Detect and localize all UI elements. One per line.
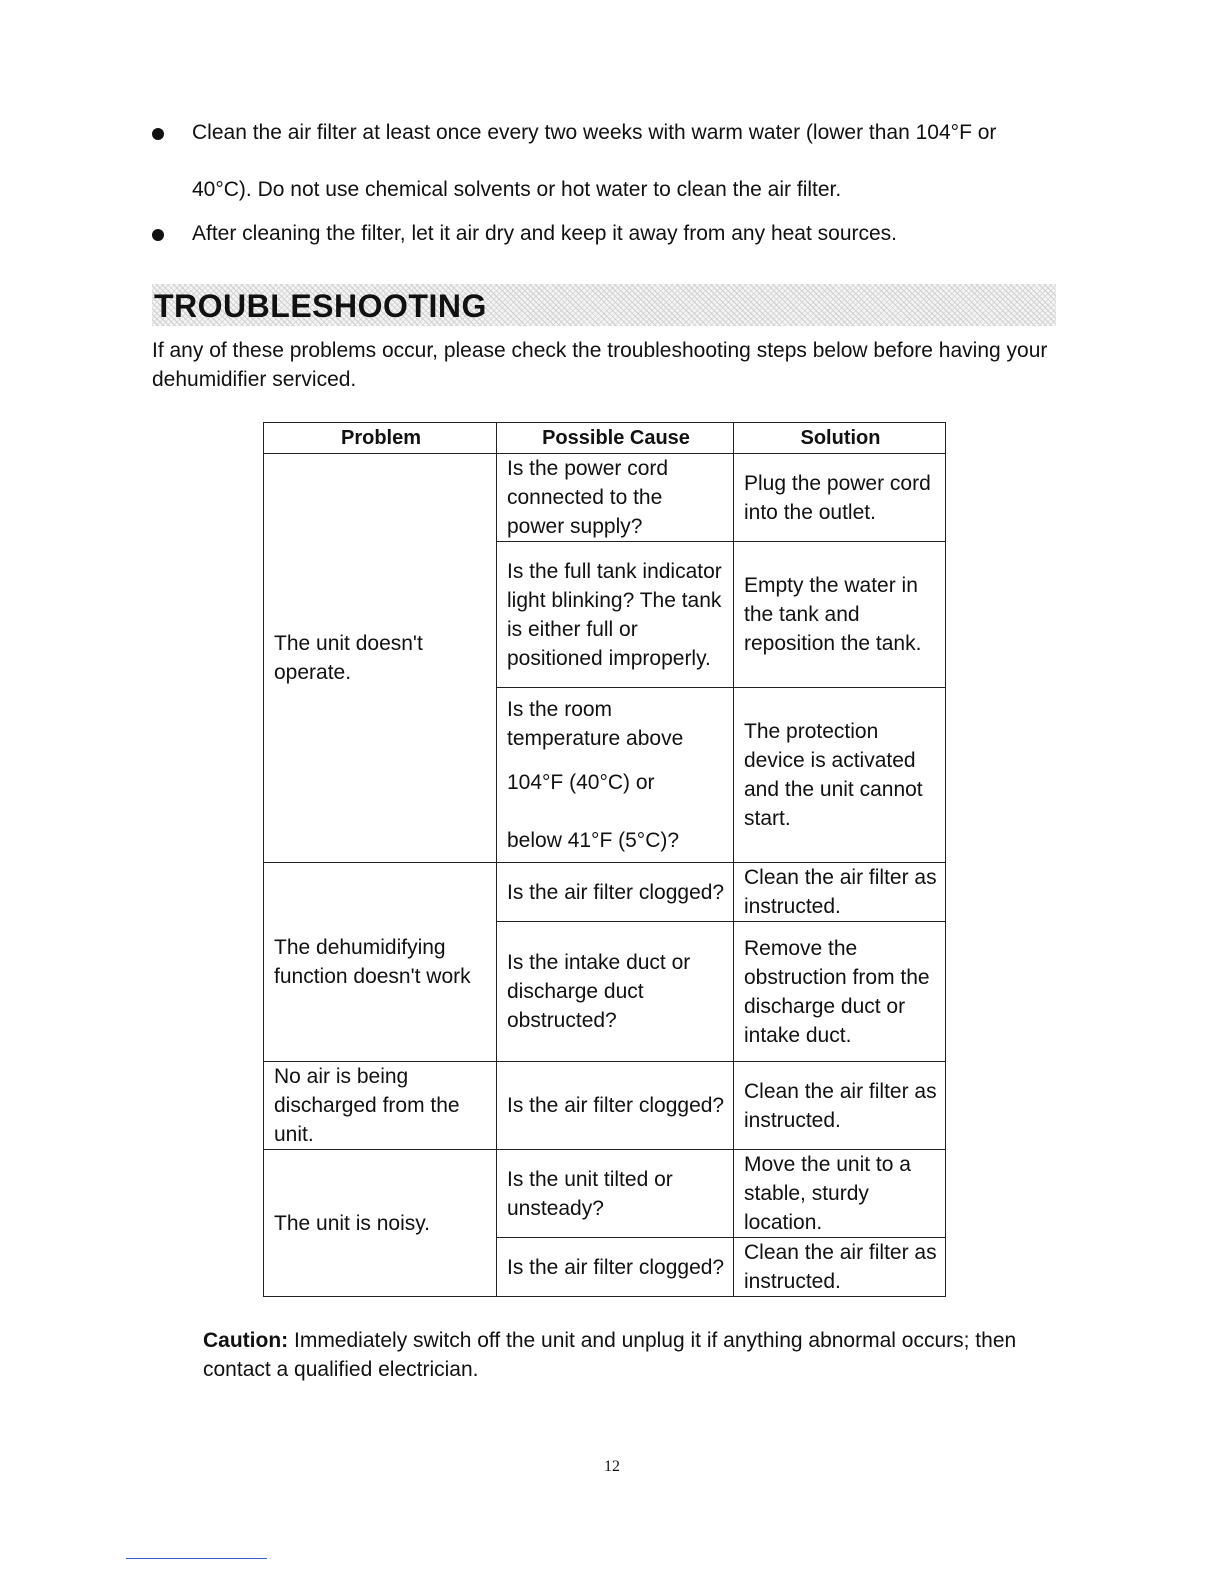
cause-line: Is the room temperature above	[507, 698, 684, 750]
table-header-row	[264, 423, 946, 454]
bullet-dot-icon	[152, 128, 164, 140]
solution-cell: The protection device is activated and the unit cannot start.	[734, 688, 946, 863]
section-title: TROUBLESHOOTING	[154, 288, 487, 324]
problem-cell: The dehumidifying function doesn't work	[264, 863, 497, 1062]
cause-cell: Is the air filter clogged?	[497, 1062, 734, 1150]
solution-cell: Empty the water in the tank and reposition the tank.	[734, 542, 946, 688]
solution-cell: Move the unit to a stable, sturdy location.	[734, 1150, 946, 1238]
table-row	[264, 1062, 946, 1150]
intro-paragraph: If any of these problems occur, please check the troubleshooting steps below before having your dehumidifier serviced.	[152, 339, 1048, 391]
problem-cell: The unit is noisy.	[264, 1150, 497, 1297]
header-problem: Problem	[264, 423, 497, 454]
cause-cell: Is the intake duct or discharge duct obstructed?	[497, 922, 734, 1062]
cause-cell: Is the power cord connected to the power supply?	[497, 454, 734, 542]
troubleshooting-table	[263, 422, 946, 1297]
caution-text: Immediately switch off the unit and unplug it if anything abnormal occurs; then contact a qualified electrician.	[203, 1329, 1017, 1381]
cause-line: 104°F (40°C) or	[507, 771, 655, 794]
bullet-text-line2: 40°C). Do not use chemical solvents or hot water to clean the air filter.	[192, 178, 842, 202]
bullet-dot-icon	[152, 229, 164, 241]
section-header	[152, 284, 1056, 326]
solution-cell: Clean the air filter as instructed.	[734, 863, 946, 922]
solution-cell: Clean the air filter as instructed.	[734, 1062, 946, 1150]
header-cause: Possible Cause	[497, 423, 734, 454]
cause-cell	[497, 688, 734, 863]
solution-cell: Remove the obstruction from the discharge duct or intake duct.	[734, 922, 946, 1062]
table-row	[264, 863, 946, 922]
solution-cell: Plug the power cord into the outlet.	[734, 454, 946, 542]
table-row	[264, 454, 946, 542]
cause-cell: Is the unit tilted or unsteady?	[497, 1150, 734, 1238]
caution-note	[203, 1326, 1083, 1384]
problem-cell: No air is being discharged from the unit.	[264, 1062, 497, 1150]
cause-cell: Is the full tank indicator light blinking? The tank is either full or positioned improperly.	[497, 542, 734, 688]
caution-label: Caution:	[203, 1329, 289, 1352]
page-number: 12	[604, 1458, 620, 1475]
footer-rule	[126, 1558, 267, 1559]
solution-cell: Clean the air filter as instructed.	[734, 1238, 946, 1297]
bullet-item-1	[152, 120, 1072, 202]
cause-line: below 41°F (5°C)?	[507, 829, 680, 852]
bullet-text-line1: Clean the air filter at least once every two weeks with warm water (lower than 104°F or	[192, 121, 997, 144]
table-row	[264, 1150, 946, 1238]
cause-cell: Is the air filter clogged?	[497, 863, 734, 922]
cause-cell: Is the air filter clogged?	[497, 1238, 734, 1297]
bullet-text: After cleaning the filter, let it air dry and keep it away from any heat sources.	[192, 222, 898, 245]
problem-cell: The unit doesn't operate.	[264, 454, 497, 863]
header-solution: Solution	[734, 423, 946, 454]
bullet-item-2	[152, 221, 1072, 246]
